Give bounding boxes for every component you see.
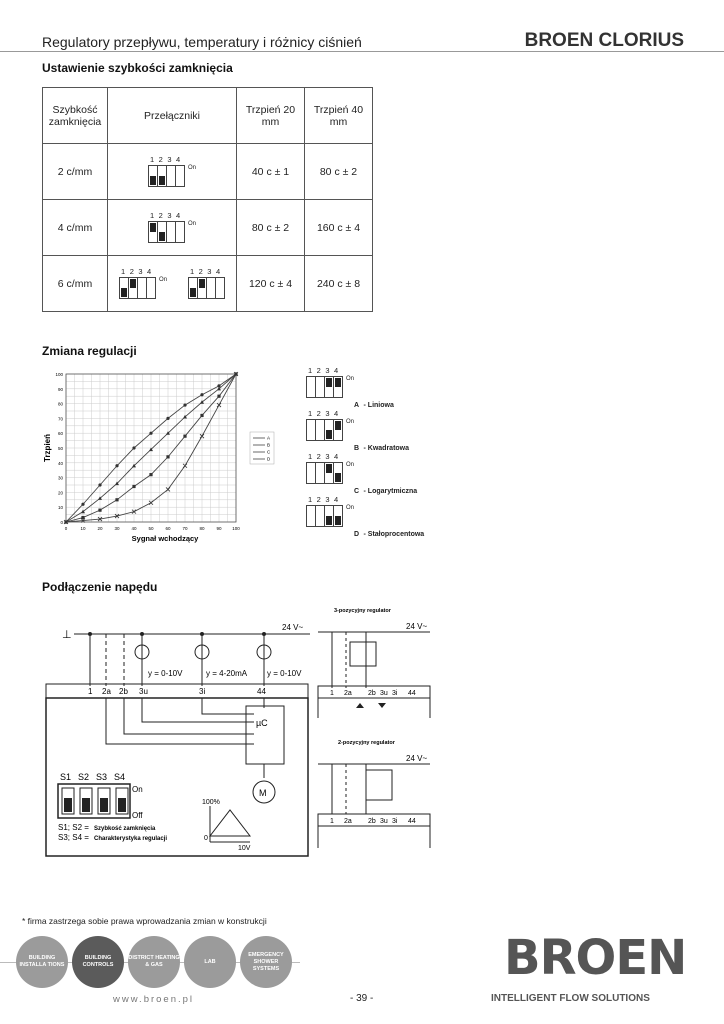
- terminal: 3u: [139, 687, 148, 696]
- terminal: 3i: [199, 687, 206, 696]
- t20-cell: 80 c ± 2: [237, 200, 305, 256]
- data-point-A: [149, 432, 152, 435]
- data-point-A: [166, 417, 169, 420]
- controller-box: [246, 706, 284, 764]
- x-tick-label: 20: [97, 526, 103, 531]
- x-tick-label: 100: [232, 526, 240, 531]
- legend-label: B: [267, 442, 271, 448]
- terminal: 44: [408, 690, 416, 697]
- table-header-row: [43, 88, 373, 144]
- t20-cell: 120 c ± 4: [237, 256, 305, 312]
- website-link[interactable]: www.broen.pl: [113, 994, 195, 1005]
- data-point-C: [149, 473, 152, 476]
- data-point-A: [132, 446, 135, 449]
- category-district-heating[interactable]: DISTRICT HEATING & GAS: [128, 936, 180, 988]
- broen-logo: BROEN: [504, 930, 687, 986]
- signal-label: y = 4-20mA: [206, 669, 248, 678]
- legend-text: Charakterystyka regulacji: [94, 836, 168, 842]
- data-point-C: [81, 516, 84, 519]
- terminal: 3u: [380, 818, 388, 825]
- table-row: [43, 144, 373, 200]
- mode-letter: B: [354, 445, 360, 452]
- ground-icon: ⊥: [62, 629, 72, 641]
- uc-label: µC: [256, 718, 268, 728]
- mode-switches: [306, 366, 426, 541]
- y-tick-label: 60: [57, 431, 63, 437]
- dip-switch: [188, 266, 225, 299]
- terminal: 3i: [392, 818, 398, 825]
- col-header: Przełączniki: [108, 88, 237, 144]
- y-tick-label: 20: [57, 490, 63, 496]
- terminal: 2a: [102, 687, 111, 696]
- switch-name: S1: [60, 772, 72, 782]
- mode-letter: A: [354, 402, 360, 409]
- terminal: 44: [257, 687, 266, 696]
- data-point-C: [166, 455, 169, 458]
- mode-name: - Logarytmiczna: [363, 488, 418, 495]
- y-tick-label: 70: [57, 416, 63, 422]
- dip-switch: [148, 154, 196, 187]
- terminal: 3i: [392, 690, 398, 697]
- switch-name: S4: [114, 772, 126, 782]
- x-tick-label: 10: [80, 526, 86, 531]
- speed-cell: 4 c/mm: [43, 200, 108, 256]
- table-row: [43, 200, 373, 256]
- data-point-A: [183, 403, 186, 406]
- legend-prefix: S3; S4 =: [58, 833, 89, 842]
- reg2-title: 2-pozycyjny regulator: [338, 740, 395, 746]
- data-point-A: [81, 503, 84, 506]
- terminal: 1: [330, 818, 334, 825]
- col-header: Szybkość zamknięcia: [43, 88, 108, 144]
- on-label: On: [159, 276, 168, 283]
- mode-switch-B: [306, 409, 409, 455]
- brand-title: BROEN CLORIUS: [524, 30, 684, 51]
- chart-xlabel: Sygnał wchodzący: [131, 534, 199, 543]
- data-point-C: [98, 509, 101, 512]
- terminal: 1: [88, 687, 93, 696]
- data-point-A: [200, 393, 203, 396]
- legend-label: A: [267, 435, 271, 441]
- regulation-chart: [40, 366, 300, 548]
- dip-numbers: 1234: [308, 409, 343, 418]
- regulation-heading: Zmiana regulacji: [42, 344, 137, 358]
- dip-numbers: 1234: [149, 210, 185, 220]
- supply-label: 24 V~: [282, 623, 304, 632]
- x-tick-label: 40: [131, 526, 137, 531]
- dip-numbers: 1234: [308, 366, 343, 375]
- y-tick-label: 80: [57, 401, 63, 407]
- terminal: 2a: [344, 818, 352, 825]
- y-tick-label: 100: [55, 372, 63, 377]
- y-tick-label: 90: [57, 386, 63, 392]
- mode-letter: D: [354, 531, 360, 538]
- off-label: Off: [132, 811, 143, 820]
- category-emergency-showers[interactable]: EMERGENCY SHOWER SYSTEMS: [240, 936, 292, 988]
- wiring-heading: Podłączenie napędu: [42, 580, 158, 594]
- up-arrow-icon: [356, 703, 364, 708]
- y-tick-label: 50: [57, 446, 63, 451]
- x-tick-label: 60: [165, 526, 171, 531]
- category-building-installations[interactable]: BUILDING INSTALLA TIONS: [16, 936, 68, 988]
- zero-label: 0: [204, 835, 208, 842]
- x-tick-label: 30: [114, 526, 120, 531]
- dip-numbers: 1234: [189, 266, 225, 276]
- switch-cell: [108, 144, 237, 200]
- supply-label: 24 V~: [406, 754, 428, 763]
- t40-cell: 80 c ± 2: [305, 144, 373, 200]
- x-tick-label: 70: [182, 526, 188, 531]
- dip-numbers: 1234: [149, 154, 185, 164]
- data-point-C: [200, 414, 203, 417]
- motor-label: M: [259, 788, 267, 798]
- dip-numbers: 1234: [308, 452, 343, 461]
- y-tick-label: 0: [60, 520, 63, 525]
- mode-switch-D: [306, 495, 424, 541]
- y-tick-label: 40: [57, 460, 63, 466]
- v10-label: 10V: [238, 845, 251, 852]
- signal-label: y = 0-10V: [148, 669, 183, 678]
- terminal: 2b: [368, 818, 376, 825]
- speed-cell: 2 c/mm: [43, 144, 108, 200]
- on-label: On: [346, 419, 355, 425]
- dip-switch: [148, 210, 196, 243]
- speed-cell: 6 c/mm: [43, 256, 108, 312]
- mode-name: - Liniowa: [363, 402, 394, 409]
- chart-ylabel: Trzpień: [43, 433, 52, 463]
- regulator-2pos: [316, 734, 432, 852]
- category-building-controls[interactable]: BUILDING CONTROLS: [72, 936, 124, 988]
- speed-heading: Ustawienie szybkości zamknięcia: [42, 61, 233, 75]
- x-tick-label: 0: [64, 526, 68, 531]
- col-header: Trzpień 40 mm: [305, 88, 373, 144]
- on-label: On: [187, 164, 196, 171]
- terminal: 44: [408, 818, 416, 825]
- on-label: On: [132, 785, 143, 794]
- t20-cell: 40 c ± 1: [237, 144, 305, 200]
- mode-switch-A: [306, 366, 394, 412]
- supply-label: 24 V~: [406, 622, 428, 631]
- terminal: 3u: [380, 690, 388, 697]
- mode-name: - Stałoprocentowa: [363, 531, 425, 538]
- data-point-C: [217, 395, 220, 398]
- page-number: - 39 -: [350, 993, 374, 1004]
- on-label: On: [346, 505, 355, 511]
- table-row: [43, 256, 373, 312]
- data-point-C: [115, 498, 118, 501]
- data-point-C: [132, 485, 135, 488]
- legend-label: D: [267, 456, 271, 462]
- y-tick-label: 30: [57, 475, 63, 481]
- mode-name: - Kwadratowa: [363, 445, 410, 452]
- on-label: On: [346, 462, 355, 468]
- switch-cell: [108, 256, 237, 312]
- down-arrow-icon: [378, 703, 386, 708]
- on-label: On: [187, 220, 196, 227]
- x-tick-label: 50: [148, 526, 154, 531]
- data-point-C: [183, 435, 186, 438]
- y-tick-label: 10: [57, 505, 63, 511]
- legend-text: Szybkość zamknięcia: [94, 826, 156, 832]
- data-point-A: [98, 483, 101, 486]
- mode-letter: C: [354, 488, 360, 495]
- switch-name: S3: [96, 772, 108, 782]
- t40-cell: 240 c ± 8: [305, 256, 373, 312]
- speed-table: [42, 87, 373, 312]
- terminal: 2b: [368, 690, 376, 697]
- legend-label: C: [267, 449, 271, 455]
- terminal: 2a: [344, 690, 352, 697]
- data-point-A: [115, 464, 118, 467]
- dip-switch: [119, 266, 168, 299]
- pct-label: 100%: [202, 799, 220, 806]
- t40-cell: 160 c ± 4: [305, 200, 373, 256]
- wiring-diagram: [42, 614, 312, 860]
- category-lab[interactable]: LAB: [184, 936, 236, 988]
- switch-cell: [108, 200, 237, 256]
- on-label: On: [346, 376, 355, 382]
- reg3-title: 3-pozycyjny regulator: [334, 608, 391, 614]
- legend-prefix: S1; S2 =: [58, 823, 89, 832]
- terminal: 1: [330, 690, 334, 697]
- dip-numbers: 1234: [121, 266, 156, 276]
- header-divider: [0, 51, 724, 52]
- terminal: 2b: [119, 687, 128, 696]
- col-header: Trzpień 20 mm: [237, 88, 305, 144]
- page-title: Regulatory przepływu, temperatury i różnicy ciśnień: [42, 34, 362, 50]
- regulator-3pos: [316, 602, 432, 720]
- x-tick-label: 80: [199, 526, 205, 531]
- tagline: INTELLIGENT FLOW SOLUTIONS: [491, 993, 650, 1004]
- switch-name: S2: [78, 772, 90, 782]
- signal-label: y = 0-10V: [267, 669, 302, 678]
- footer-note: * firma zastrzega sobie prawa wprowadzania zmian w konstrukcji: [22, 916, 267, 926]
- x-tick-label: 90: [216, 526, 222, 531]
- dip-numbers: 1234: [308, 495, 343, 504]
- mode-switch-C: [306, 452, 417, 498]
